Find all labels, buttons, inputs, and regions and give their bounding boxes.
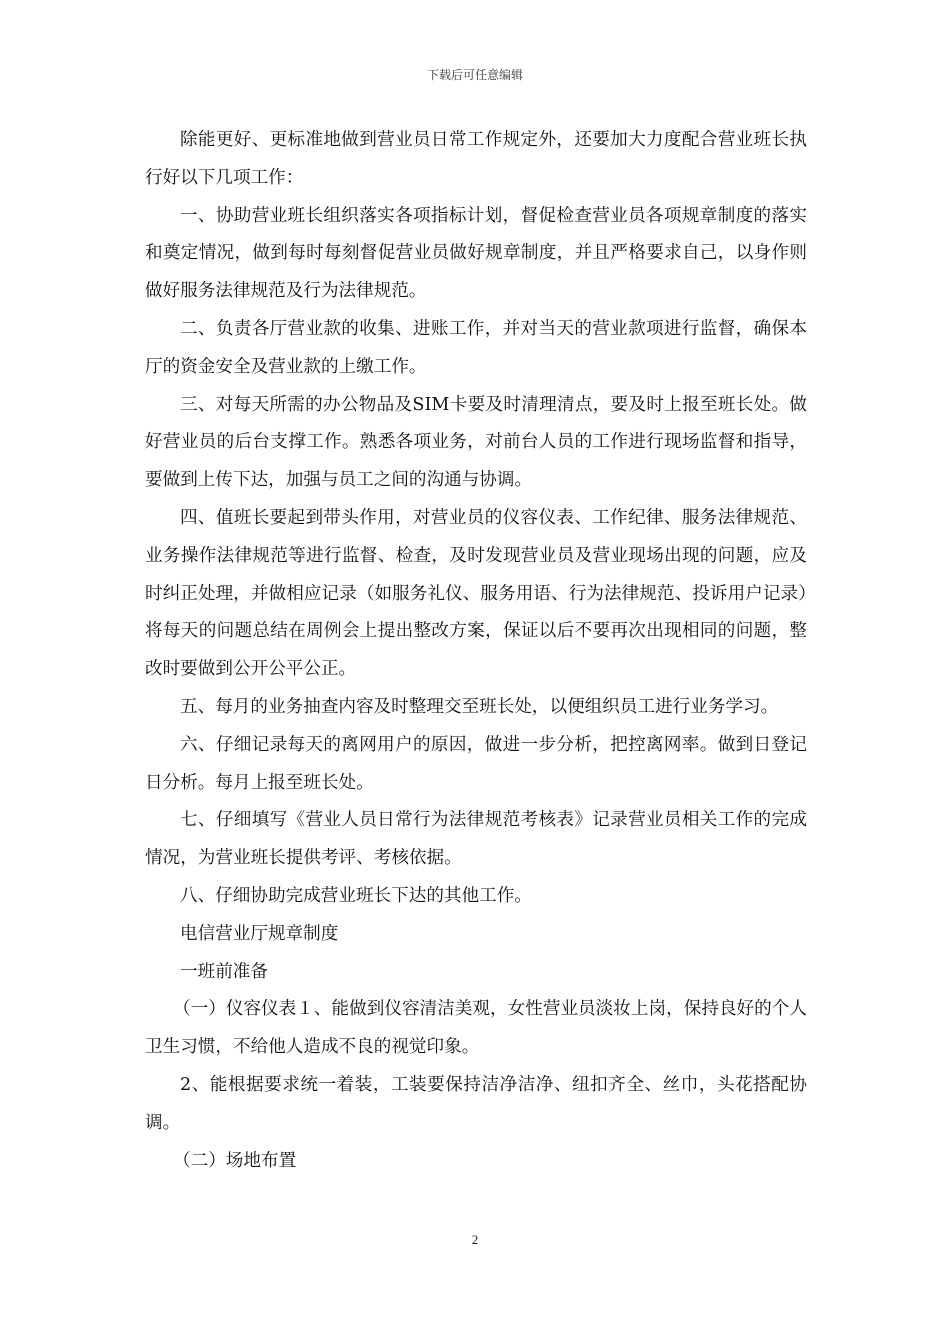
paragraph-venue-heading: （二）场地布置: [173, 1150, 297, 1171]
paragraph-item-1: 一、协助营业班长组织落实各项指标计划，督促检查营业员各项规章制度的落实和奠定情况，做到每时每刻督促营业员做好规章制度，并且严格要求自己，以身作则做好服务法律规范及行为法律规范。: [145, 205, 807, 302]
paragraph-item-8: 八、仔细协助完成营业班长下达的其他工作。: [180, 885, 532, 906]
document-body: [145, 122, 807, 1180]
paragraph-intro: 除能更好、更标准地做到营业员日常工作规定外，还要加大力度配合营业班长执行好以下几项工作：: [145, 130, 807, 188]
paragraph-item-6: 六、仔细记录每天的离网用户的原因，做进一步分析，把控离网率。做到日登记日分析。每月上报至班长处。: [145, 734, 807, 793]
paragraph-item-4: 四、值班长要起到带头作用，对营业员的仪容仪表、工作纪律、服务法律规范、业务操作法律规范等进行监督、检查，及时发现营业员及营业现场出现的问题，应及时纠正处理，并做相应记录（如服务礼仪、服务用语、行为法律规范、投诉用户记录）将每天的问题总结在周例会上提出整改方案，保证以后不要再次出现相同的问题，整改时要做到公开公平公正。: [145, 507, 807, 680]
paragraph-item-7: 七、仔细填写《营业人员日常行为法律规范考核表》记录营业员相关工作的完成情况，为营业班长提供考评、考核依据。: [145, 810, 807, 869]
paragraph-item-5: 五、每月的业务抽查内容及时整理交至班长处，以便组织员工进行业务学习。: [180, 696, 779, 717]
subsection-title: 一班前准备: [180, 961, 268, 982]
page-header: 下载后可任意编辑: [426, 68, 523, 82]
section-title: 电信营业厅规章制度: [180, 923, 339, 944]
paragraph-appearance: （一）仪容仪表１、能做到仪容清洁美观，女性营业员淡妆上岗，保持良好的个人卫生习惯，不给他人造成不良的视觉印象。: [145, 999, 807, 1058]
page-number: 2: [471, 1232, 479, 1247]
paragraph-uniform: 2、能根据要求统一着装，工装要保持洁净洁净、纽扣齐全、丝巾，头花搭配协调。: [145, 1074, 807, 1133]
paragraph-item-2: 二、负责各厅营业款的收集、进账工作，并对当天的营业款项进行监督，确保本厅的资金安全及营业款的上缴工作。: [145, 318, 807, 377]
paragraph-item-3: 三、对每天所需的办公物品及SIM卡要及时清理清点，要及时上报至班长处。做好营业员的后台支撑工作。熟悉各项业务，对前台人员的工作进行现场监督和指导，要做到上传下达，加强与员工之间的沟通与协调。: [145, 394, 807, 491]
